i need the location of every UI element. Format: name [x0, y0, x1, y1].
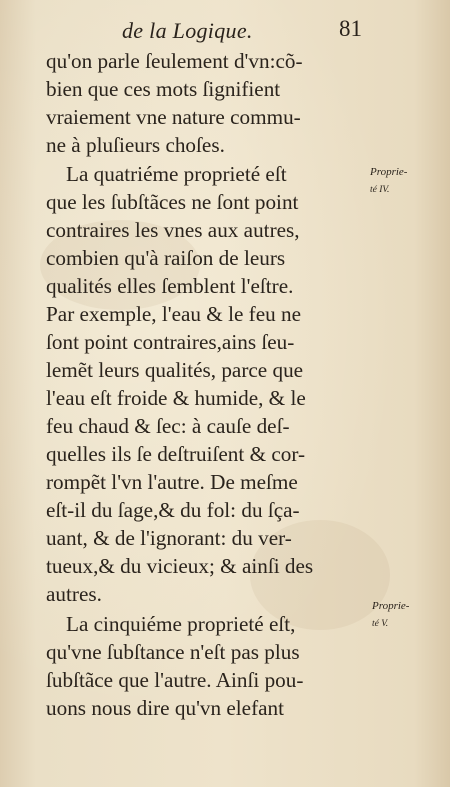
text-line: quelles ils ſe deſtruiſent & cor-	[46, 442, 306, 466]
margin-note-line: Proprie-	[372, 600, 410, 612]
text-line: qu'on parle ſeulement d'vn:cõ-	[46, 49, 303, 73]
text-line: eſt-il du ſage,& du fol: du ſça-	[46, 498, 300, 522]
margin-note-line: té IV.	[370, 185, 390, 195]
text-line: La cinquiéme proprieté eſt,	[66, 612, 296, 636]
margin-note-line: Proprie-	[370, 166, 408, 178]
text-line: l'eau eſt froide & humide, & le	[46, 386, 306, 410]
text-line: qualités elles ſemblent l'eſtre.	[46, 274, 294, 298]
margin-note-line: té V.	[372, 619, 389, 629]
text-line: feu chaud & ſec: à cauſe deſ-	[46, 414, 290, 438]
text-line: rompẽt l'vn l'autre. De meſme	[46, 470, 298, 494]
running-title: de la Logique.	[122, 18, 253, 43]
text-line: tueux,& du vicieux; & ainſi des	[46, 554, 314, 578]
text-line: qu'vne ſubſtance n'eſt pas plus	[46, 640, 300, 664]
text-line: contraires les vnes aux autres,	[46, 218, 300, 242]
text-line: lemẽt leurs qualités, parce que	[46, 358, 304, 382]
text-line: ne à pluſieurs choſes.	[46, 133, 225, 157]
text-line: ſont point contraires,ains ſeu-	[46, 330, 295, 354]
text-line: que les ſubſtãces ne ſont point	[46, 190, 299, 214]
text-line: vraiement vne nature commu-	[46, 105, 301, 129]
text-line: uant, & de l'ignorant: du ver-	[46, 526, 292, 550]
text-line: bien que ces mots ſignifient	[46, 77, 281, 101]
text-line: uons nous dire qu'vn elefant	[46, 696, 285, 720]
text-line: Par exemple, l'eau & le feu ne	[46, 302, 302, 326]
page-number: 81	[339, 16, 362, 41]
text-line: La quatriéme proprieté eſt	[66, 162, 287, 186]
text-line: ſubſtãce que l'autre. Ainſi pou-	[46, 668, 304, 692]
text-line: autres.	[46, 582, 102, 606]
text-line: combien qu'à raiſon de leurs	[46, 246, 286, 270]
